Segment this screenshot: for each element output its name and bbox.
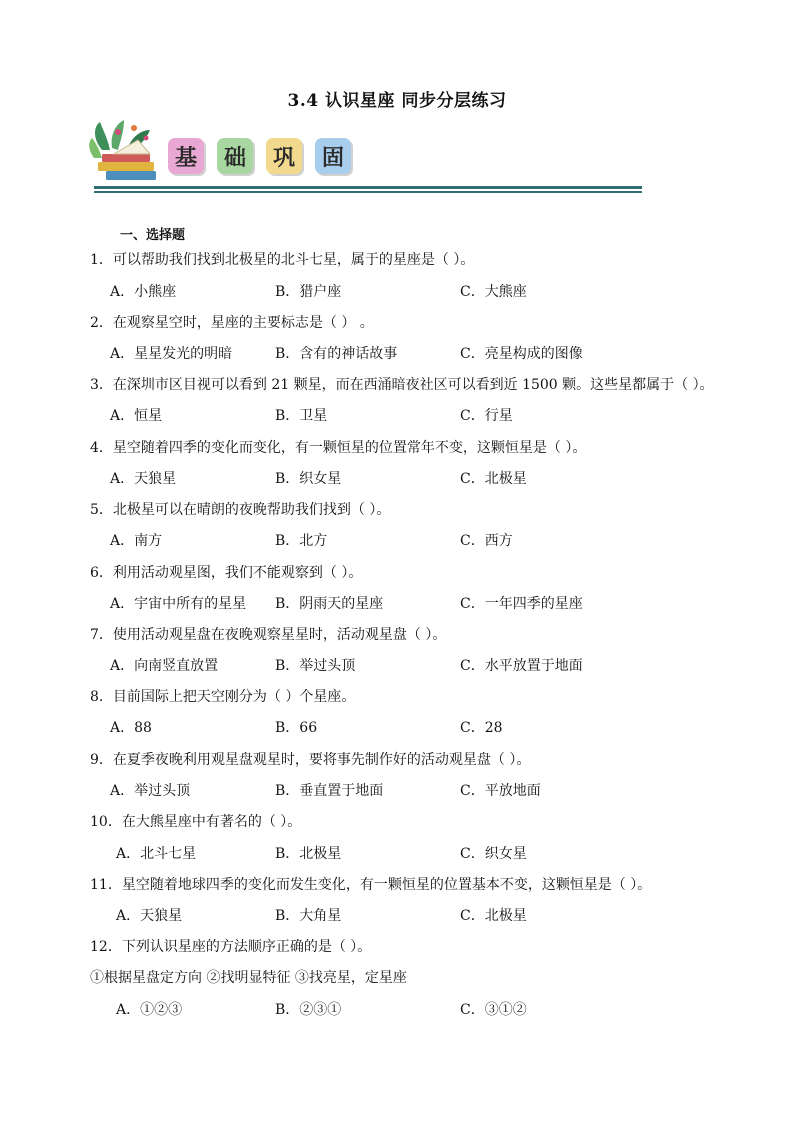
question-2-option-a[interactable]: A．星星发光的明暗 xyxy=(110,346,233,362)
question-12-option-b[interactable]: B．②③① xyxy=(275,1002,342,1018)
question-11-option-b[interactable]: B．大角星 xyxy=(275,908,342,924)
question-11-option-c[interactable]: C．北极星 xyxy=(460,908,527,924)
question-9-option-c[interactable]: C．平放地面 xyxy=(460,783,541,799)
question-2-option-c[interactable]: C．亮星构成的图像 xyxy=(460,346,583,362)
question-7-option-a[interactable]: A．向南竖直放置 xyxy=(110,658,219,674)
question-10-option-a[interactable]: A．北斗七星 xyxy=(116,846,197,862)
question-3-stem: 3．在深圳市区目视可以看到 21 颗星，而在西涌暗夜社区可以看到近 1500 颗。这些星都属于（ ）。 xyxy=(90,377,714,393)
banner-tile-3: 巩 xyxy=(266,138,302,174)
question-9-option-b[interactable]: B．垂直置于地面 xyxy=(275,783,384,799)
question-3-option-c[interactable]: C．行星 xyxy=(460,408,513,424)
books-plant-decoration-icon xyxy=(88,120,164,186)
question-10-stem: 10．在大熊星座中有著名的（ ）。 xyxy=(90,814,302,830)
question-3-option-b[interactable]: B．卫星 xyxy=(275,408,328,424)
question-7-stem: 7．使用活动观星盘在夜晚观察星星时，活动观星盘（ ）。 xyxy=(90,627,447,643)
question-8-option-c[interactable]: C．28 xyxy=(460,720,503,736)
section-heading: 一、选择题 xyxy=(120,228,186,243)
question-12-option-a[interactable]: A．①②③ xyxy=(116,1002,183,1018)
question-6-option-a[interactable]: A．宇宙中所有的星星 xyxy=(110,596,247,612)
banner-divider xyxy=(94,186,642,189)
banner-tile-4: 固 xyxy=(315,138,351,174)
question-2-stem: 2．在观察星空时，星座的主要标志是（ ） 。 xyxy=(90,315,374,331)
question-4-option-c[interactable]: C．北极星 xyxy=(460,471,527,487)
question-4-stem: 4．星空随着四季的变化而变化，有一颗恒星的位置常年不变，这颗恒星是（ ）。 xyxy=(90,440,587,456)
question-5-option-c[interactable]: C．西方 xyxy=(460,533,513,549)
banner-tile-2: 础 xyxy=(217,138,253,174)
question-7-option-c[interactable]: C．水平放置于地面 xyxy=(460,658,583,674)
banner-tile-1: 基 xyxy=(168,138,204,174)
question-10-option-b[interactable]: B．北极星 xyxy=(275,846,342,862)
question-8-stem: 8．目前国际上把天空刚分为（ ）个星座。 xyxy=(90,689,356,705)
question-2-option-b[interactable]: B．含有的神话故事 xyxy=(275,346,398,362)
page-title: 3.4 认识星座 同步分层练习 xyxy=(287,91,507,111)
question-5-option-b[interactable]: B．北方 xyxy=(275,533,328,549)
question-6-option-b[interactable]: B．阴雨天的星座 xyxy=(275,596,384,612)
question-6-option-c[interactable]: C．一年四季的星座 xyxy=(460,596,583,612)
question-1-option-c[interactable]: C．大熊座 xyxy=(460,284,527,300)
banner-divider-thin xyxy=(94,191,642,193)
question-5-stem: 5．北极星可以在晴朗的夜晚帮助我们找到（ ）。 xyxy=(90,502,391,518)
question-3-option-a[interactable]: A．恒星 xyxy=(110,408,163,424)
question-4-option-b[interactable]: B．织女星 xyxy=(275,471,342,487)
question-8-option-b[interactable]: B．66 xyxy=(275,720,318,736)
question-7-option-b[interactable]: B．举过头顶 xyxy=(275,658,356,674)
question-12-condition: ①根据星盘定方向 ②找明显特征 ③找亮星，定星座 xyxy=(90,970,407,986)
question-5-option-a[interactable]: A．南方 xyxy=(110,533,163,549)
question-9-option-a[interactable]: A．举过头顶 xyxy=(110,783,191,799)
question-1-stem: 1．可以帮助我们找到北极星的北斗七星，属于的星座是（ ）。 xyxy=(90,252,475,268)
question-11-option-a[interactable]: A．天狼星 xyxy=(116,908,183,924)
question-8-option-a[interactable]: A．88 xyxy=(110,720,152,736)
question-10-option-c[interactable]: C．织女星 xyxy=(460,846,527,862)
question-12-stem: 12．下列认识星座的方法顺序正确的是（ ）。 xyxy=(90,939,372,955)
question-9-stem: 9．在夏季夜晚利用观星盘观星时，要将事先制作好的活动观星盘（ ）。 xyxy=(90,752,531,768)
question-11-stem: 11．星空随着地球四季的变化而发生变化，有一颗恒星的位置基本不变，这颗恒星是（ ）。 xyxy=(90,877,652,893)
section-banner xyxy=(88,120,648,198)
question-4-option-a[interactable]: A．天狼星 xyxy=(110,471,177,487)
question-1-option-b[interactable]: B．猎户座 xyxy=(275,284,342,300)
question-6-stem: 6．利用活动观星图，我们不能观察到（ ）。 xyxy=(90,565,363,581)
question-1-option-a[interactable]: A．小熊座 xyxy=(110,284,177,300)
question-12-option-c[interactable]: C．③①② xyxy=(460,1002,527,1018)
